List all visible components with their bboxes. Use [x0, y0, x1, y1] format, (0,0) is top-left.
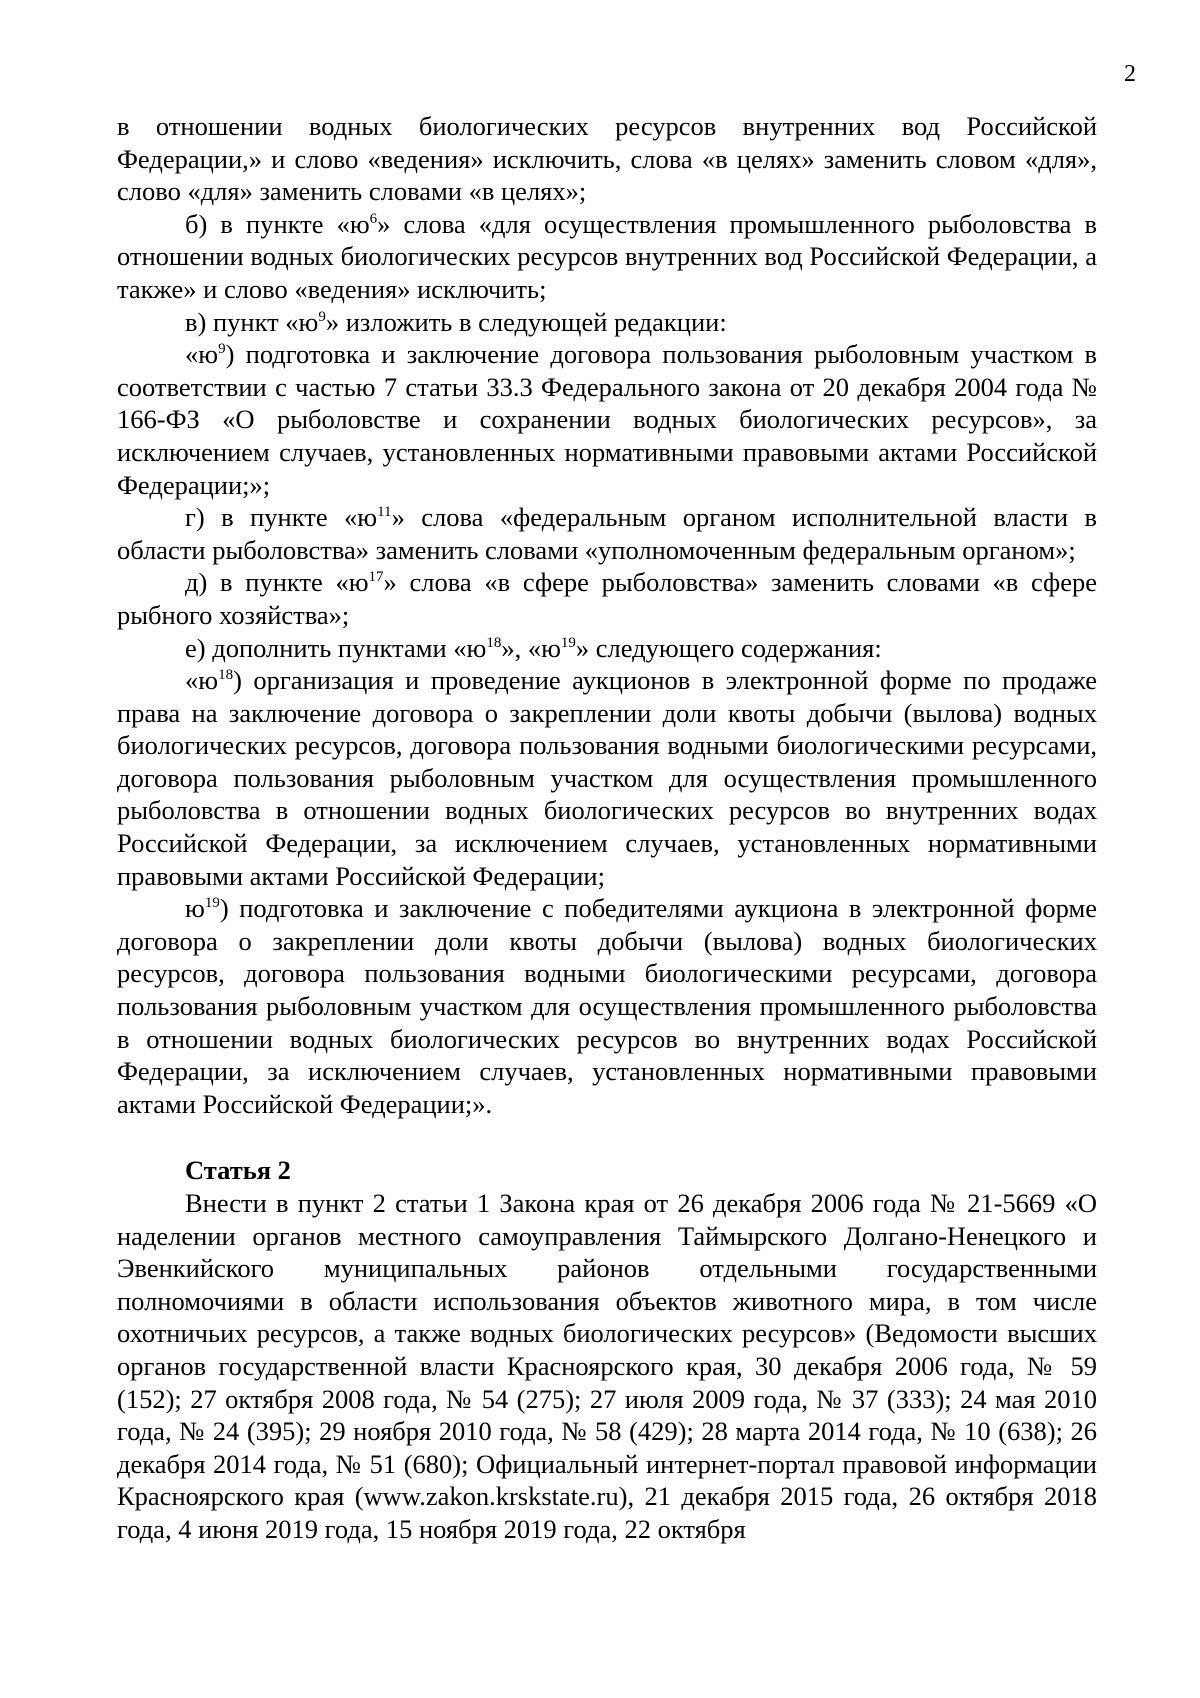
paragraph-text: б) в пункте «ю: [185, 208, 370, 239]
paragraph-text: » следующего содержания:: [575, 632, 882, 663]
paragraph-text: е) дополнить пунктами «ю: [185, 632, 487, 663]
superscript-index: 19: [560, 634, 576, 651]
superscript-index: 9: [218, 341, 226, 358]
superscript-index: 9: [318, 308, 326, 325]
paragraph-text: «ю: [185, 665, 219, 696]
paragraph-text: г) в пункте «ю: [185, 502, 378, 533]
paragraph-text: », «ю: [501, 632, 561, 663]
paragraph-item-g: [117, 501, 1097, 566]
paragraph-text: » изложить в следующей редакции:: [325, 306, 727, 337]
paragraph-item-e: [117, 632, 1097, 665]
paragraph-text: в отношении водных биологических ресурсов внутренних вод Российской Федерации,» и слово «ведения» исключить, слова «в целях» заменить словом «для», слово «для» заменить словами «в целях»;: [117, 111, 1097, 207]
page-number: 2: [1124, 61, 1136, 87]
paragraph-text: д) в пункте «ю: [185, 567, 369, 598]
paragraph-item-v: [117, 306, 1097, 339]
superscript-index: 6: [369, 210, 378, 227]
paragraph-text: » слова «федеральным органом исполнительной власти в области рыболовства» заменить словами «уполномоченным федеральным органом»;: [117, 502, 1097, 565]
paragraph-text: ) подготовка и заключение с победителями аукциона в электронной форме договора о закреплении доли квоты добычи (вылова) водных биологических ресурсов, договора пользования водными биологическими ресурсами, договора пользования рыболовным участком для осуществления промышленного рыболовства в отношении водных биологических ресурсов во внутренних водах Российской Федерации, за исключением случаев, установленных нормативными правовыми актами Российской Федерации;».: [117, 893, 1097, 1119]
paragraph-text: в) пункт «ю: [185, 306, 319, 337]
document-body: [117, 110, 1097, 1546]
paragraph-text: «ю: [185, 339, 219, 370]
paragraph-yu9: [117, 338, 1097, 501]
superscript-index: 19: [204, 895, 220, 912]
paragraph-continuation: [117, 110, 1097, 208]
paragraph-item-b: [117, 208, 1097, 306]
superscript-index: 11: [377, 504, 392, 521]
superscript-index: 17: [368, 569, 384, 586]
superscript-index: 18: [486, 634, 502, 651]
paragraph-text: » слова «для осуществления промышленного рыболовства в отношении водных биологических ресурсов внутренних вод Российской Федерации, а также» и слово «ведения» исключить;: [117, 208, 1097, 304]
paragraph-item-d: [117, 566, 1097, 631]
paragraph-text: » слова «в сфере рыболовства» заменить словами «в сфере рыбного хозяйства»;: [117, 567, 1098, 630]
paragraph-text: ) организация и проведение аукционов в электронной форме по продаже права на заключение договора о закреплении доли квоты добычи (вылова) водных биологических ресурсов, договора пользования водными биологическими ресурсами, договора пользования рыболовным участком для осуществления промышленного рыболовства в отношении водных биологических ресурсов во внутренних водах Российской Федерации, за исключением случаев, установленных нормативными правовыми актами Российской Федерации;: [117, 665, 1097, 891]
paragraph-yu18: [117, 664, 1097, 892]
paragraph-yu19: [117, 892, 1097, 1120]
article-text: Внести в пункт 2 статьи 1 Закона края от 26 декабря 2006 года № 21-5669 «О наделении органов местного самоуправления Таймырского Долгано-Ненецкого и Эвенкийского муниципальных районов отдельными государственными полномочиями в области использования объектов животного мира, в том числе охотничьих ресурсов, а также водных биологических ресурсов» (Ведомости высших органов государственной власти Красноярского края, 30 декабря 2006 года, № 59 (152); 27 октября 2008 года, № 54 (275); 27 июля 2009 года, № 37 (333); 24 мая 2010 года, № 24 (395); 29 ноября 2010 года, № 58 (429); 28 марта 2014 года, № 10 (638); 26 декабря 2014 года, № 51 (680); Официальный интернет-портал правовой информации Красноярского края (www.zakon.krskstate.ru), 21 декабря 2015 года, 26 октября 2018 года, 4 июня 2019 года, 15 ноября 2019 года, 22 октября: [117, 1188, 1097, 1544]
superscript-index: 18: [218, 667, 234, 684]
paragraph-text: ю: [185, 893, 205, 924]
paragraph-text: ) подготовка и заключение договора пользования рыболовным участком в соответствии с частью 7 статьи 33.3 Федерального закона от 20 декабря 2004 года № 166-ФЗ «О рыболовстве и сохранении водных биологических ресурсов», за исключением случаев, установленных нормативными правовыми актами Российской Федерации;»;: [117, 339, 1097, 500]
article-heading: Статья 2: [185, 1155, 291, 1186]
